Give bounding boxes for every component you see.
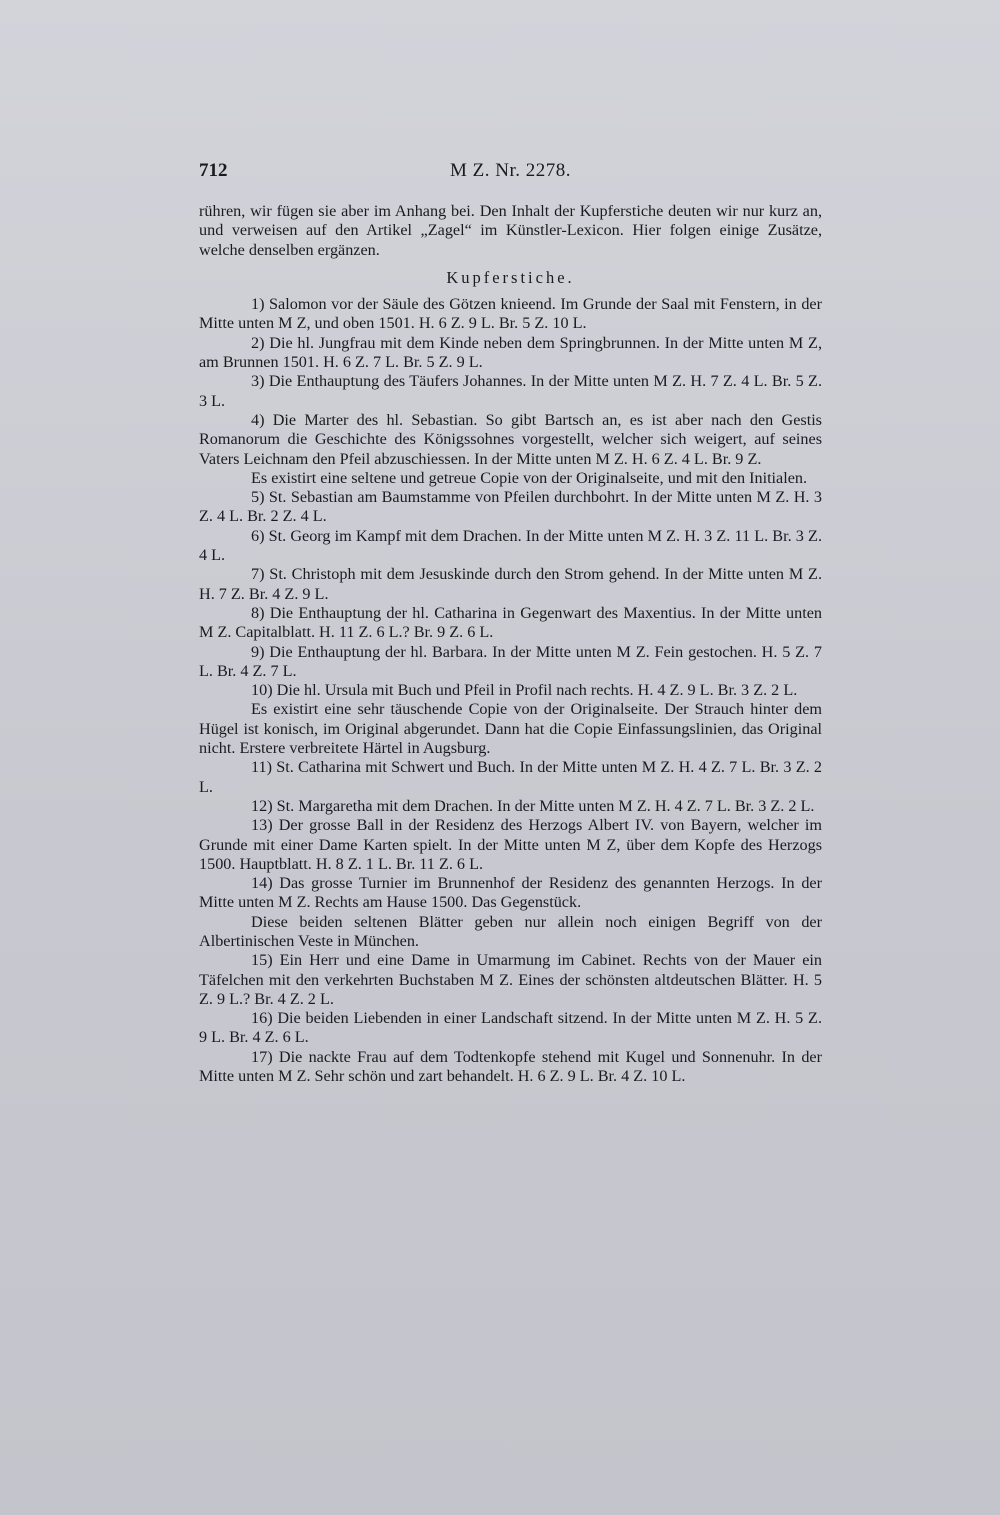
document-page (199, 160, 822, 1086)
entry-1: 1) Salomon vor der Säule des Götzen knieend. Im Grunde der Saal mit Fenstern, in der Mitte unten M Z, und oben 1501. H. 6 Z. 9 L. Br. 5 Z. 10 L. (199, 295, 822, 333)
entry-9: 9) Die Enthauptung der hl. Barbara. In der Mitte unten M Z. Fein gestochen. H. 5 Z. 7 L. Br. 4 Z. 7 L. (199, 642, 822, 680)
page-number: 712 (199, 160, 228, 181)
entry-13: 13) Der grosse Ball in der Residenz des Herzogs Albert IV. von Bayern, welcher im Grunde mit einer Dame Karten spielt. In der Mitte unten M Z, über dem Kopfe des Herzogs 1500. Hauptblatt. H. 8 Z. 1 L. Br. 11 Z. 6 L. (199, 816, 822, 873)
entry-5: 5) St. Sebastian am Baumstamme von Pfeilen durchbohrt. In der Mitte unten M Z. H. 3 Z. 4 L. Br. 2 Z. 4 L. (199, 488, 822, 526)
entry-16: 16) Die beiden Liebenden in einer Landschaft sitzend. In der Mitte unten M Z. H. 5 Z. 9 L. Br. 4 Z. 6 L. (199, 1009, 822, 1047)
section-title: Kupferstiche. (446, 267, 575, 287)
body-text (199, 202, 822, 1086)
entry-12: 12) St. Margaretha mit dem Drachen. In der Mitte unten M Z. H. 4 Z. 7 L. Br. 3 Z. 2 L. (251, 796, 815, 815)
entry-2: 2) Die hl. Jungfrau mit dem Kinde neben dem Springbrunnen. In der Mitte unten M Z, am Brunnen 1501. H. 6 Z. 7 L. Br. 5 Z. 9 L. (199, 333, 822, 372)
intro-paragraph: rühren, wir fügen sie aber im Anhang bei. Den Inhalt der Kupferstiche deuten wir nur kurz an, und verweisen auf den Artikel „Zagel“ im Künstler-Lexicon. Hier folgen einige Zusätze, welche denselben ergänzen. (199, 202, 822, 259)
entry-4: 4) Die Marter des hl. Sebastian. So gibt Bartsch an, es ist aber nach den Gestis Romanorum die Geschichte des Königssohnes vorgestellt, welcher sich weigert, auf seines Vaters Leichnam den Pfeil abzuschiessen. In der Mitte unten M Z. H. 6 Z. 4 L. Br. 9 Z. (199, 410, 822, 468)
entry-14: 14) Das grosse Turnier im Brunnenhof der Residenz des genannten Herzogs. In der Mitte unten M Z. Rechts am Hause 1500. Das Gegenstück. (199, 874, 822, 912)
entry-15: 15) Ein Herr und eine Dame in Umarmung im Cabinet. Rechts von der Mauer ein Täfelchen mit den verkehrten Buchstaben M Z. Eines der schönsten altdeutschen Blätter. H. 5 Z. 9 L.? Br. 4 Z. 2 L. (199, 951, 822, 1008)
entry-3: 3) Die Enthauptung des Täufers Johannes. In der Mitte unten M Z. H. 7 Z. 4 L. Br. 5 Z. 3 L. (199, 372, 822, 410)
page-header (199, 160, 822, 190)
entry-6: 6) St. Georg im Kampf mit dem Drachen. In der Mitte unten M Z. H. 3 Z. 11 L. Br. 3 Z. 4 L. (199, 526, 822, 565)
entry-7: 7) St. Christoph mit dem Jesuskinde durch den Strom gehend. In der Mitte unten M Z. H. 7 Z. Br. 4 Z. 9 L. (199, 565, 822, 603)
entry-8: 8) Die Enthauptung der hl. Catharina in Gegenwart des Maxentius. In der Mitte unten M Z. Capitalblatt. H. 11 Z. 6 L.? Br. 9 Z. 6 L. (199, 603, 822, 642)
entry-10-note: Es existirt eine sehr täuschende Copie von der Originalseite. Der Strauch hinter dem Hügel ist konisch, im Original abgerundet. Dann hat die Copie Einfassungslinien, das Original nicht. Erstere verbreitete Härtel in Augsburg. (199, 700, 822, 758)
running-head: M Z. Nr. 2278. (450, 160, 571, 181)
entry-10: 10) Die hl. Ursula mit Buch und Pfeil in Profil nach rechts. H. 4 Z. 9 L. Br. 3 Z. 2 L. (251, 681, 798, 700)
entry-17: 17) Die nackte Frau auf dem Todtenkopfe stehend mit Kugel und Sonnenuhr. In der Mitte unten M Z. Sehr schön und zart behandelt. H. 6 Z. 9 L. Br. 4 Z. 10 L. (199, 1047, 822, 1086)
entry-14-note: Diese beiden seltenen Blätter geben nur allein noch einigen Begriff von der Albertinischen Veste in München. (199, 912, 822, 950)
entry-4-note: Es existirt eine seltene und getreue Copie von der Originalseite, und mit den Initialen. (251, 468, 808, 487)
entry-11: 11) St. Catharina mit Schwert und Buch. In der Mitte unten M Z. H. 4 Z. 7 L. Br. 3 Z. 2 L. (199, 758, 822, 796)
